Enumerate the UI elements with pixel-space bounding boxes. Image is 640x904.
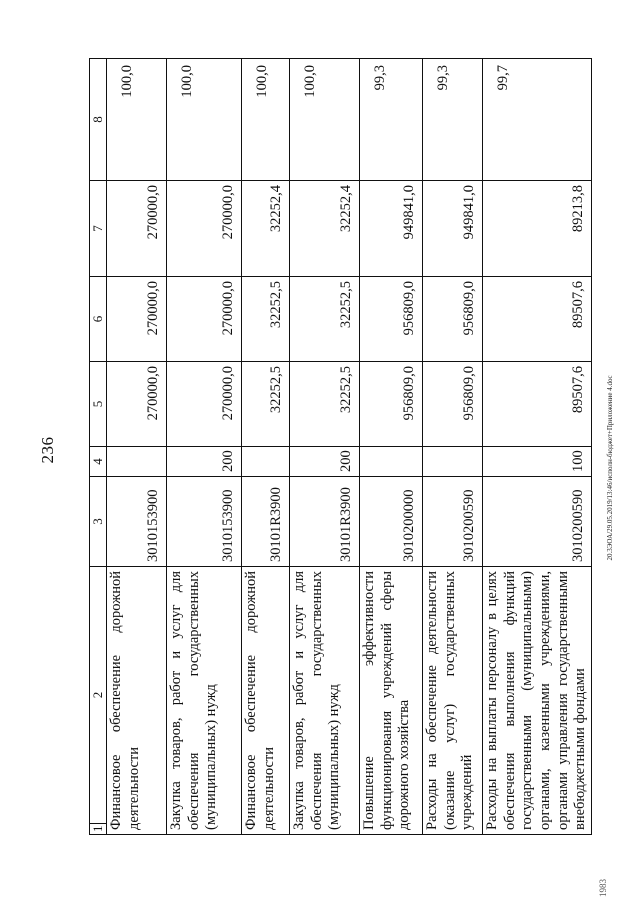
row-value-6: 89507,6 [482,277,591,362]
row-expense-type: 200 [289,447,359,477]
row-value-7: 32252,4 [241,181,289,277]
row-expense-type [359,447,422,477]
page-number: 236 [38,436,57,464]
row-value-6: 270000,0 [106,277,166,362]
row-expense-type: 200 [166,447,241,477]
row-percent: 100,0 [106,59,166,181]
row-value-6: 32252,5 [241,277,289,362]
row-value-5: 956809,0 [422,362,482,447]
col-header-2: 2 [90,567,107,824]
row-expense-type: 100 [482,447,591,477]
row-code: 3010200000 [359,477,422,567]
table-row [106,59,166,835]
row-code: 30101R3900 [289,477,359,567]
row-value-7: 89213,8 [482,181,591,277]
row-value-7: 949841,0 [359,181,422,277]
row-value-5: 956809,0 [359,362,422,447]
col-header-4: 4 [90,447,107,477]
row-code: 3010153900 [166,477,241,567]
table-row [359,59,422,835]
col-header-1: 1 [90,824,107,835]
col-header-6: 6 [90,277,107,362]
row-value-5: 32252,5 [241,362,289,447]
row-code: 3010200590 [422,477,482,567]
row-value-6: 956809,0 [422,277,482,362]
row-value-7: 949841,0 [422,181,482,277]
budget-table [89,58,592,835]
row-description: Расходы на выплаты персоналу в целях обеспечения выполнения функций государственными (муниципальными) органами, казенными учреждениями, органами управления государственными внебюджетными фондами [482,567,591,835]
row-code: 3010153900 [106,477,166,567]
row-percent: 99,7 [482,59,591,181]
row-code: 3010200590 [482,477,591,567]
row-expense-type [422,447,482,477]
col-header-7: 7 [90,181,107,277]
row-value-6: 956809,0 [359,277,422,362]
footer-note: 20.3ЭОА/29.05.2019/13:46/исполн-бюджет+Приложение 4.doc [606,375,614,561]
row-code: 30101R3900 [241,477,289,567]
table-row [482,59,591,835]
row-description: Закупка товаров, работ и услуг для обеспечения государственных (муниципальных) нужд [289,567,359,835]
budget-table-container [89,59,589,835]
row-value-7: 270000,0 [106,181,166,277]
row-description: Финансовое обеспечение дорожной деятельности [241,567,289,835]
table-row [422,59,482,835]
table-row [166,59,241,835]
col-header-3: 3 [90,477,107,567]
row-percent: 99,3 [359,59,422,181]
row-value-5: 89507,6 [482,362,591,447]
row-value-6: 270000,0 [166,277,241,362]
row-value-6: 32252,5 [289,277,359,362]
corner-mark: 1983 [598,879,608,897]
row-percent: 100,0 [289,59,359,181]
row-value-7: 270000,0 [166,181,241,277]
row-description: Финансовое обеспечение дорожной деятельности [106,567,166,835]
row-percent: 99,3 [422,59,482,181]
header-row [90,59,107,835]
row-description: Расходы на обеспечение деятельности (оказание услуг) государственных учреждений [422,567,482,835]
row-percent: 100,0 [166,59,241,181]
row-value-5: 32252,5 [289,362,359,447]
row-value-5: 270000,0 [106,362,166,447]
table-row [289,59,359,835]
col-header-8: 8 [90,59,107,181]
row-value-5: 270000,0 [166,362,241,447]
row-description: Повышение эффективности функционирования учреждений сферы дорожного хозяйства [359,567,422,835]
row-value-7: 32252,4 [289,181,359,277]
row-description: Закупка товаров, работ и услуг для обеспечения государственных (муниципальных) нужд [166,567,241,835]
col-header-5: 5 [90,362,107,447]
row-expense-type [241,447,289,477]
table-row [241,59,289,835]
row-percent: 100,0 [241,59,289,181]
row-expense-type [106,447,166,477]
